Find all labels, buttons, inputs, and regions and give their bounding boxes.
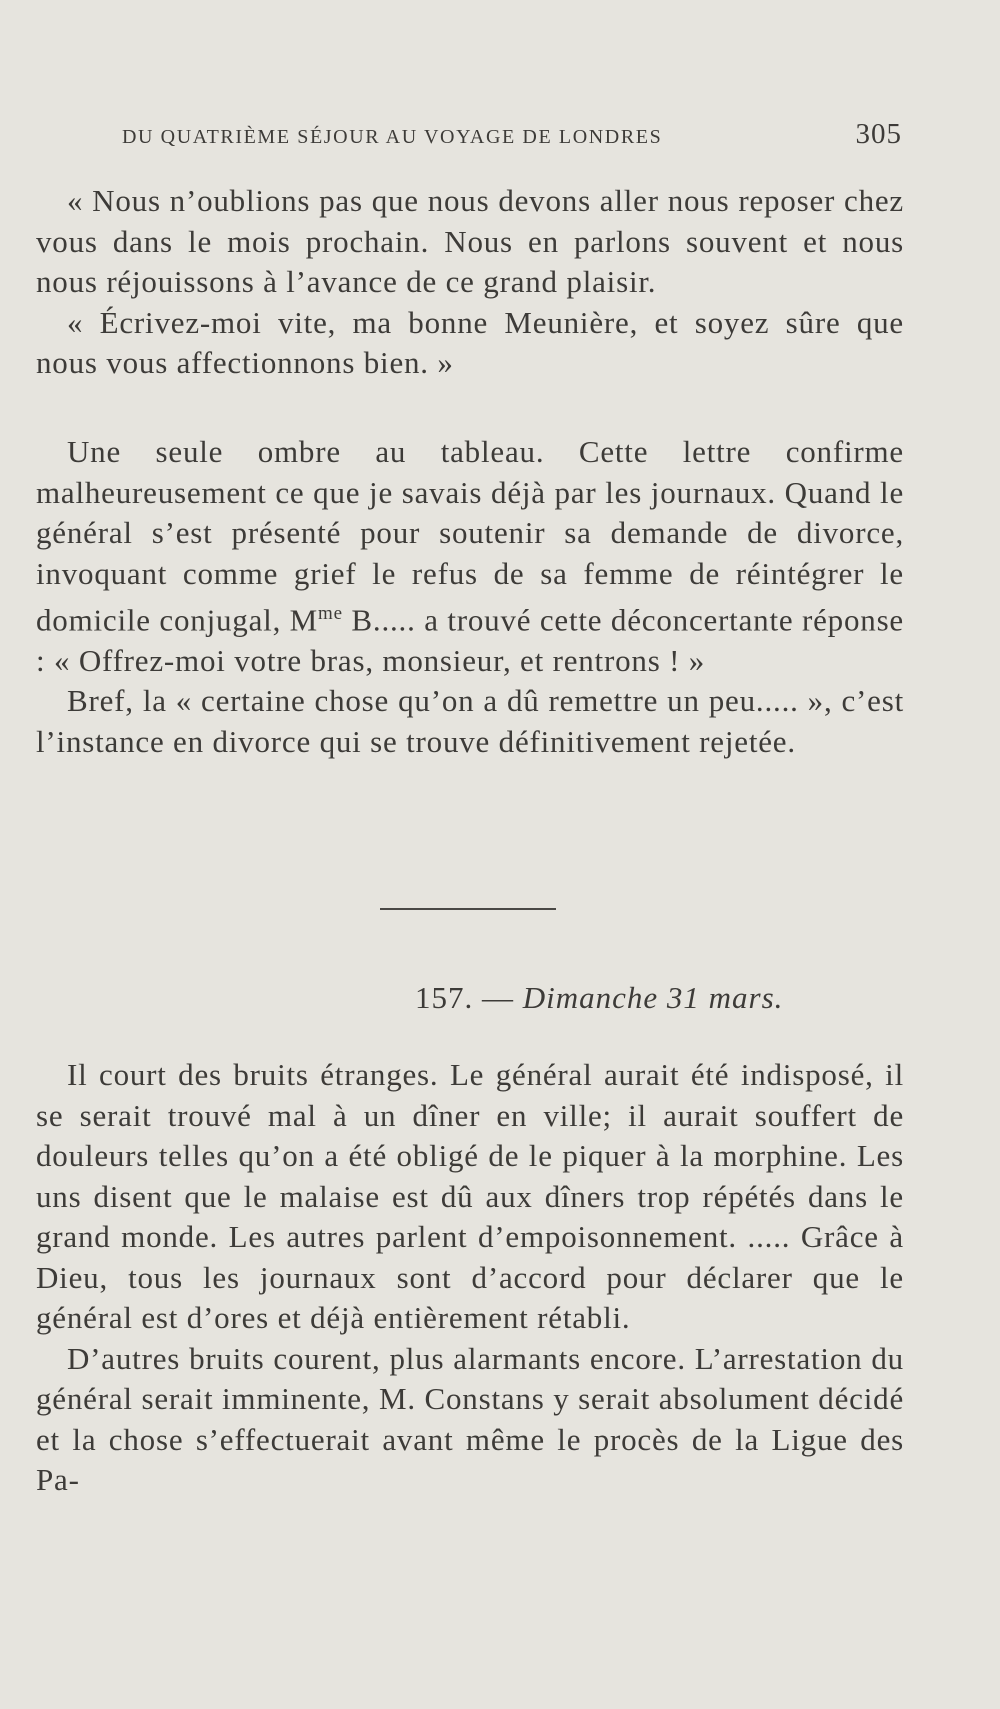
entry-heading [415,980,783,1016]
commentary-text-a: Une seule ombre au tableau. Cette lettre confirme malheureusement ce que je savais déjà par les journaux. Quand le général s’est présenté pour soutenir sa demande de divorce, invoquant comme grief le refus de sa femme de réintégrer le domicile conjugal, M [36,434,904,638]
letter-paragraph-1: « Nous n’oublions pas que nous devons aller nous reposer chez vous dans le mois prochain. Nous en parlons souvent et nous nous réjouissons à l’avance de ce grand plaisir. [36,183,904,299]
entry-paragraph-2: D’autres bruits courent, plus alarmants encore. L’arrestation du général serait imminente, M. Constans y serait absolument décidé et la chose s’effectuerait avant même le procès de la Ligue des Pa- [36,1340,904,1497]
abbreviation-superscript: me [318,603,343,624]
commentary-text-b: B..... a trouvé cette déconcertante réponse : « Offrez-moi votre bras, monsieur, et rentrons ! » [36,602,904,678]
running-header [122,118,902,154]
page-number: 305 [855,118,902,150]
entry-body [36,1055,904,1501]
commentary-section [36,432,904,762]
entry-paragraph-1: Il court des bruits étranges. Le général aurait été indisposé, il se serait trouvé mal à un dîner en ville; il aurait souffert de douleurs telles qu’on a été obligé de le piquer à la morphine. Les uns disent que le malaise est dû aux dîners trop répétés dans le grand monde. Les autres parlent d’empoisonnement. ..... Grâce à Dieu, tous les journaux sont d’accord pour déclarer que le général est d’ores et déjà entièrement rétabli. [36,1057,904,1335]
entry-date: Dimanche 31 mars. [522,980,784,1015]
entry-number: 157. — [415,980,523,1015]
section-separator-rule [380,908,556,910]
running-title: DU QUATRIÈME SÉJOUR AU VOYAGE DE LONDRES [122,126,663,148]
commentary-paragraph-1 [36,432,904,681]
commentary-paragraph-2: Bref, la « certaine chose qu’on a dû remettre un peu..... », c’est l’instance en divorce qui se trouve définitivement rejetée. [36,683,904,759]
letter-paragraph-2: « Écrivez-moi vite, ma bonne Meunière, et soyez sûre que nous vous affectionnons bien. » [36,304,904,380]
letter-excerpt [36,181,904,384]
